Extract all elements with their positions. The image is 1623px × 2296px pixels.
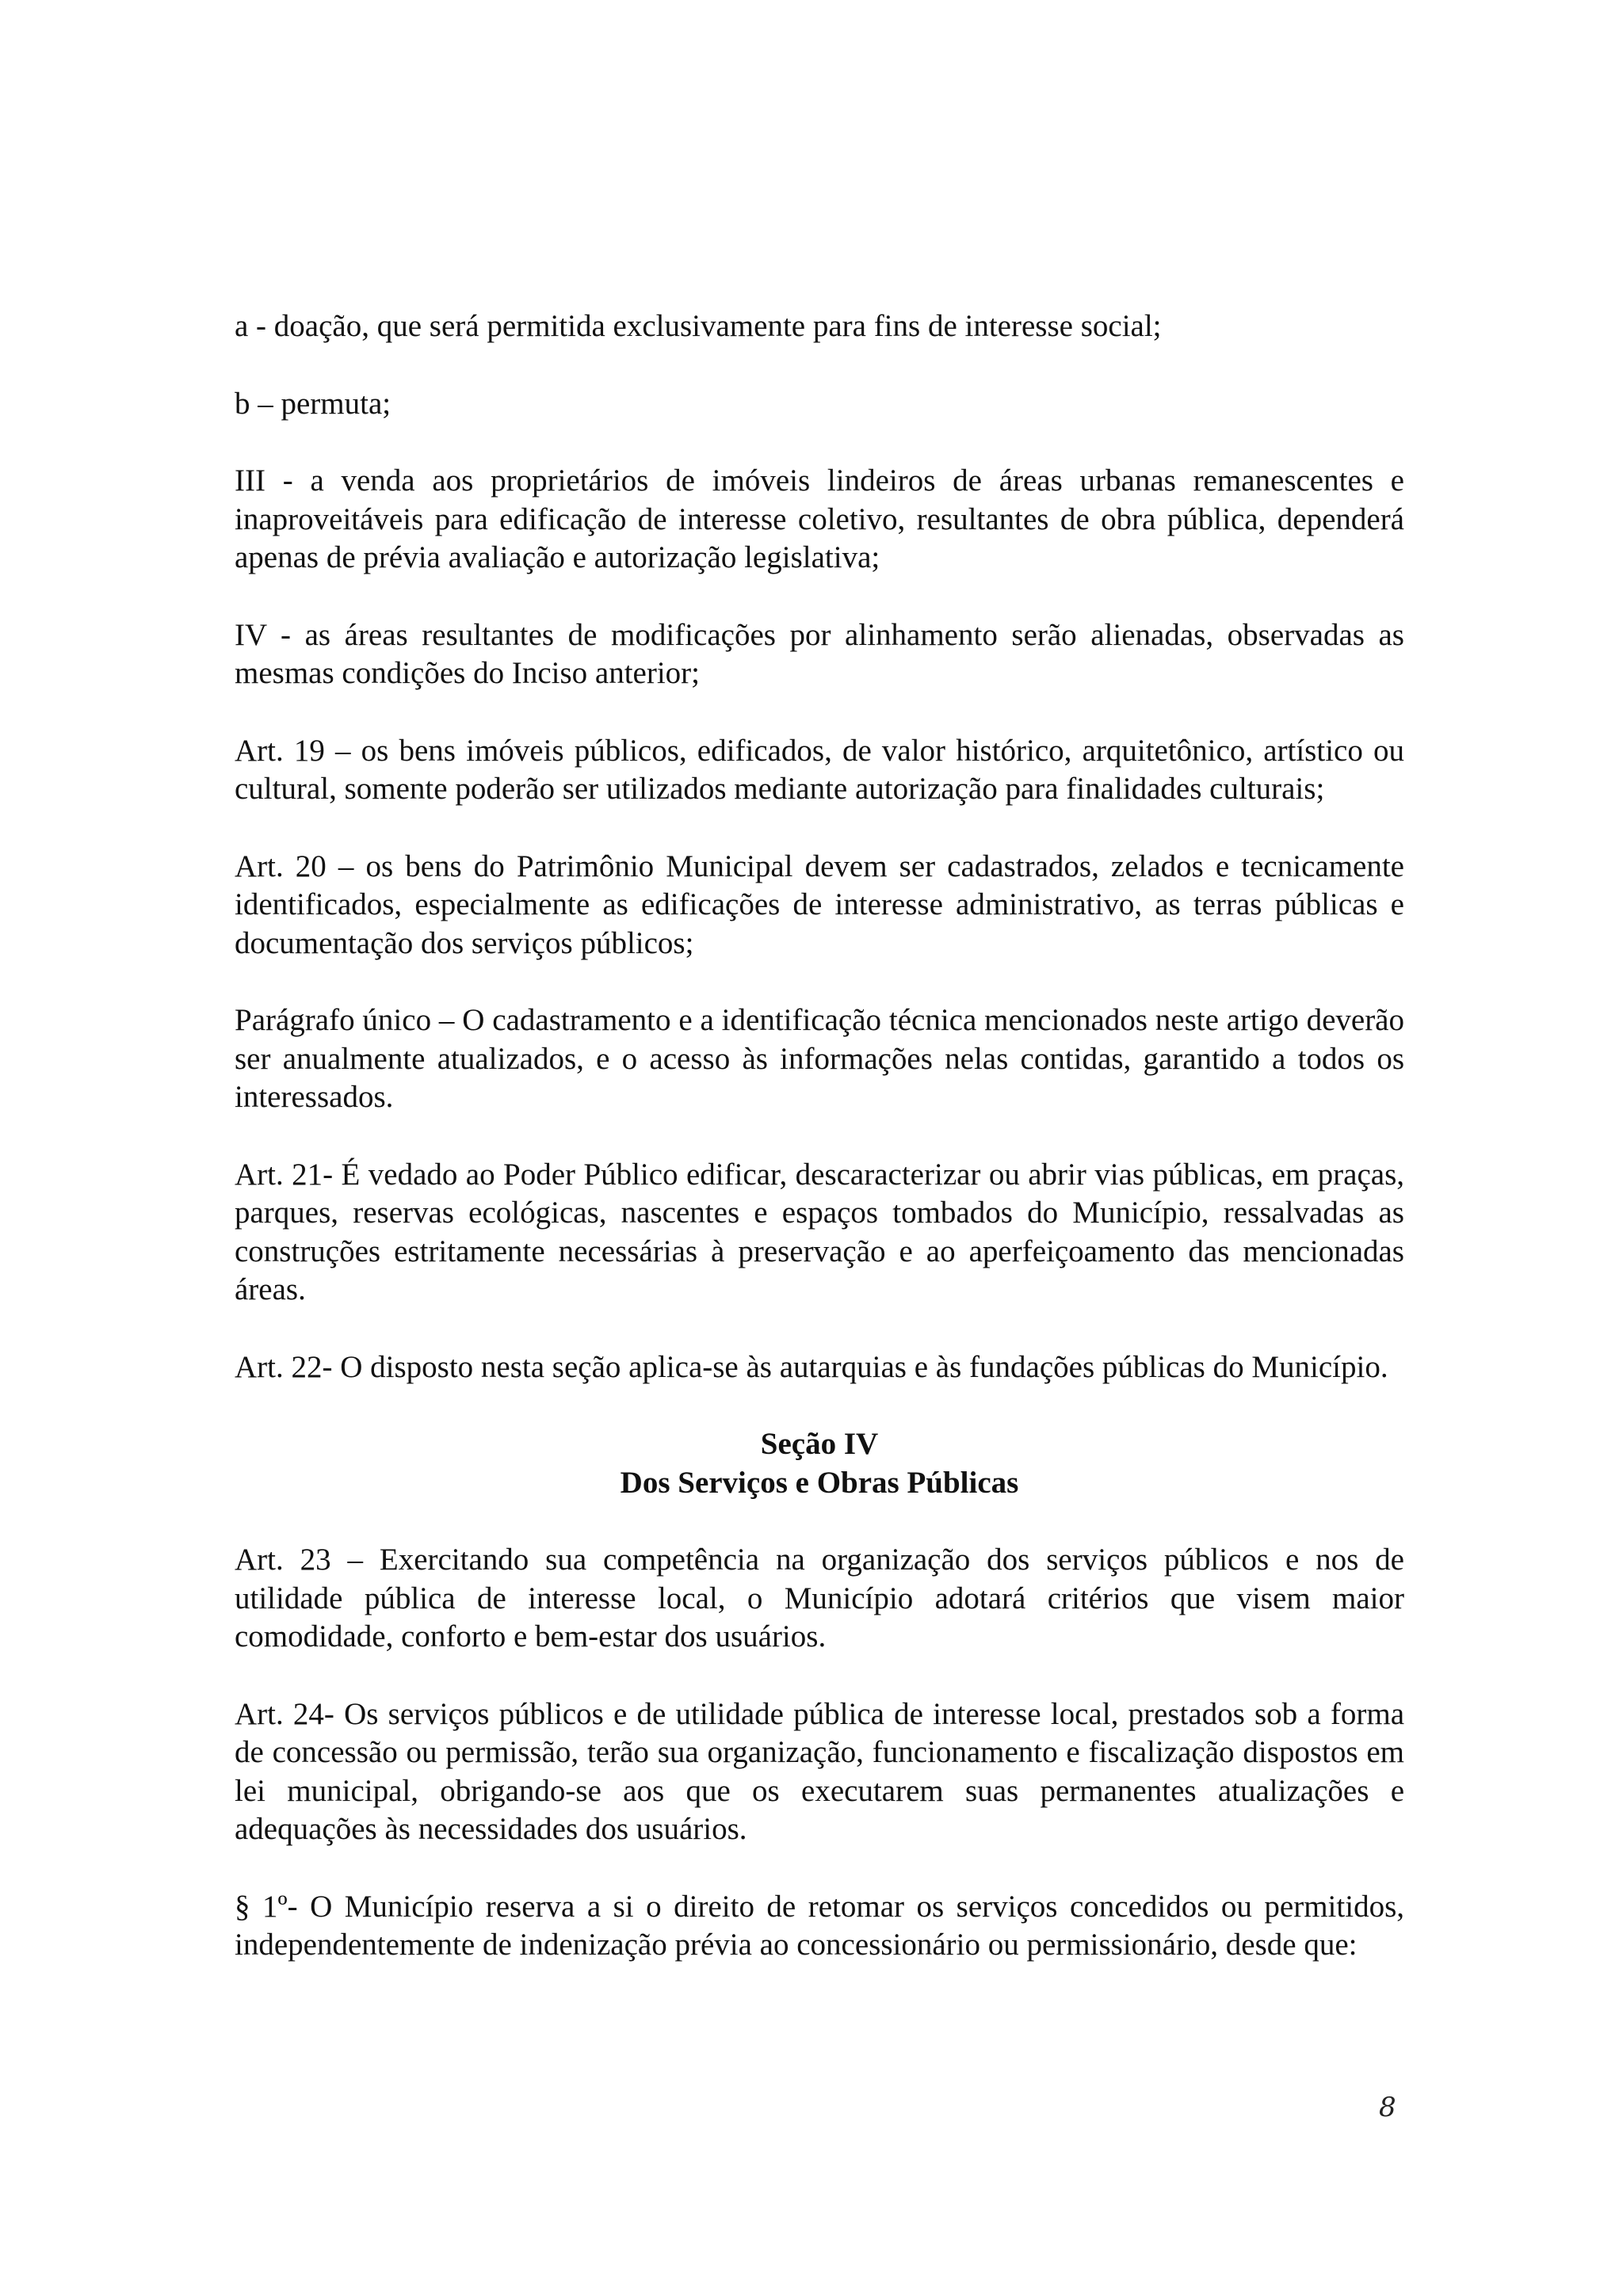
paragraph-inciso-iv: IV - as áreas resultantes de modificações por alinhamento serão alienadas, observadas as mesmas condições do Inciso anterior; [235,617,1404,690]
page-number: 8 [1379,2092,1396,2123]
section-number: Seção IV [760,1427,879,1461]
paragraph-art-22: Art. 22- O disposto nesta seção aplica-se às autarquias e às fundações públicas do Município. [235,1349,1388,1384]
paragraph-inciso-b: b – permuta; [235,386,391,421]
section-heading [235,1425,1404,1502]
paragraph-art-24-par-1: § 1º- O Município reserva a si o direito de retomar os serviços concedidos ou permitidos, independentemente de indenização prévia ao concessionário ou permissionário, desde que: [235,1889,1404,1962]
paragraph-art-23: Art. 23 – Exercitando sua competência na organização dos serviços públicos e nos de utilidade pública de interesse local, o Município adotará critérios que visem maior comodidade, conforto e bem-estar dos usuários. [235,1543,1404,1653]
paragraph-art-20: Art. 20 – os bens do Patrimônio Municipal devem ser cadastrados, zelados e tecnicamente identificados, especialmente as edificações de interesse administrativo, as terras públicas e documentação dos serviços públicos; [235,849,1404,960]
paragraph-art-21: Art. 21- É vedado ao Poder Público edificar, descaracterizar ou abrir vias públicas, em praças, parques, reservas ecológicas, nascentes e espaços tombados do Município, ressalvadas as construções estritamente necessárias à preservação e ao aperfeiçoamento das mencionadas áreas. [235,1157,1404,1306]
paragraph-inciso-a: a - doação, que será permitida exclusivamente para fins de interesse social; [235,309,1162,343]
paragraph-inciso-iii: III - a venda aos proprietários de imóveis lindeiros de áreas urbanas remanescentes e inaproveitáveis para edificação de interesse coletivo, resultantes de obra pública, dependerá apenas de prévia avaliação e autorização legislativa; [235,463,1404,574]
paragraph-art-19: Art. 19 – os bens imóveis públicos, edificados, de valor histórico, arquitetônico, artístico ou cultural, somente poderão ser utilizados mediante autorização para finalidades culturais; [235,733,1404,806]
paragraph-paragrafo-unico: Parágrafo único – O cadastramento e a identificação técnica mencionados neste artigo deverão ser anualmente atualizados, e o acesso às informações nelas contidas, garantido a todos os interessados. [235,1003,1404,1114]
page-body [235,307,1404,2004]
section-title: Dos Serviços e Obras Públicas [620,1465,1019,1500]
paragraph-art-24: Art. 24- Os serviços públicos e de utilidade pública de interesse local, prestados sob a forma de concessão ou permissão, terão sua organização, funcionamento e fiscalização dispostos em lei municipal, obrigando-se aos que os executarem suas permanentes atualizações e adequações às necessidades dos usuários. [235,1696,1404,1846]
